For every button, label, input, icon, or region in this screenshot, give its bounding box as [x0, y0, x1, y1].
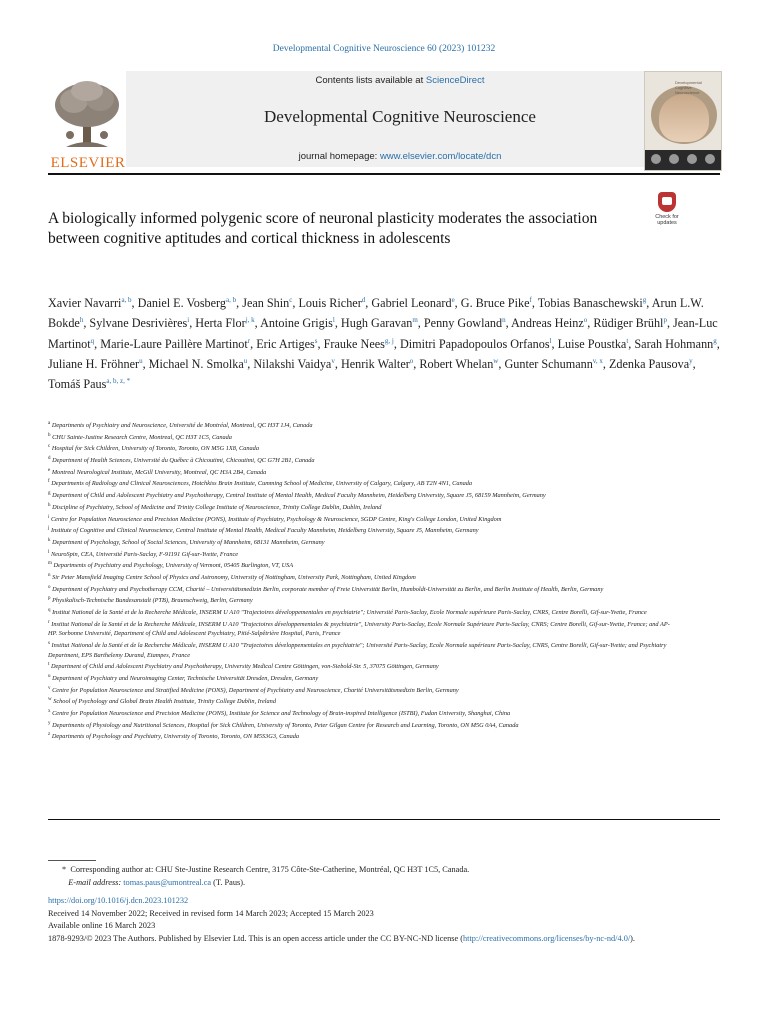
- author-affiliation-marker[interactable]: f: [529, 296, 532, 304]
- email-line: [48, 877, 720, 890]
- running-header[interactable]: Developmental Cognitive Neuroscience 60 (2023) 101232: [272, 44, 496, 54]
- journal-homepage: [126, 151, 674, 162]
- affiliation-item: [48, 594, 678, 606]
- affiliation-item: [48, 501, 678, 513]
- footnote-rule: [48, 860, 96, 861]
- affiliation-item: [48, 536, 678, 548]
- affiliation-key: r: [48, 619, 50, 625]
- author-affiliation-marker[interactable]: q: [90, 336, 95, 345]
- author-name[interactable]: Robert Whelan: [419, 356, 494, 371]
- author-name[interactable]: Xavier Navarri: [48, 296, 122, 311]
- license-line: [48, 933, 720, 946]
- affiliation-item: [48, 618, 678, 639]
- affiliation-text: Departments of Psychiatry and Psychology, University of Vermont, 05405 Burlington, VT, USA: [53, 562, 294, 570]
- affiliation-key: s: [48, 640, 50, 646]
- author-name[interactable]: Tobias Banaschewski: [537, 296, 643, 311]
- license-link[interactable]: http://creativecommons.org/licenses/by-nc-nd/4.0/: [463, 933, 631, 943]
- affiliation-item: [48, 606, 678, 618]
- affiliation-text: Centre for Population Neuroscience and Stratified Medicine (PONS), Department of Psychiatry and Neuroscience, Charité Universitätsmedizin Berlin, Germany: [52, 686, 459, 694]
- author-name[interactable]: Herta Flor: [195, 316, 246, 331]
- journal-header: [48, 71, 720, 169]
- affiliation-key: b: [48, 432, 51, 438]
- correspondence-text: Corresponding author at: CHU Ste-Justine Research Centre, 3175 Côte-Ste-Catherine, Montréal, QC H3T 1C5, Canada.: [70, 865, 470, 874]
- affiliation-key: y: [48, 720, 51, 726]
- affiliation-text: CHU Sainte-Justine Research Centre, Montreal, QC H3T 1C5, Canada: [52, 433, 232, 441]
- author-affiliation-marker[interactable]: r: [247, 336, 251, 345]
- email-label: E-mail address:: [68, 877, 122, 887]
- affiliation-key: m: [48, 561, 52, 567]
- author-affiliation-marker[interactable]: g, j: [384, 336, 394, 345]
- affiliation-item: [48, 719, 678, 731]
- author-name[interactable]: Antoine Grigis: [260, 316, 333, 331]
- email-link[interactable]: tomas.paus@umontreal.ca: [123, 877, 212, 887]
- affiliation-text: Centre for Population Neuroscience and Precision Medicine (PONS), Institute of Psychiatry, Psychology & Neuroscience, SGDP Centre, King's College London, United Kingdom: [50, 515, 502, 523]
- check-updates-label: Check for updates: [655, 214, 679, 226]
- affiliation-text: Institut National de la Santé et de la Recherche Médicale, INSERM U A10 "Trajectoires développementales en psychiatrie"; Université Paris-Saclay, Ecole Normale supérieure Paris-Saclay, CNRS, Centre Borelli, Gif-sur-Yvette; and Psychiatry Department, EPS Barthelemy Durand, Etampes, France: [48, 642, 667, 659]
- affiliation-text: Department of Psychology, School of Social Sciences, University of Mannheim, 68131 Mannheim, Germany: [52, 538, 325, 546]
- license-text: 1878-9293/© 2023 The Authors. Published by Elsevier Ltd. This is an open access article under the CC BY-NC-ND license (: [48, 933, 464, 943]
- cover-face-shape: [659, 94, 709, 142]
- affiliation-item: [48, 442, 678, 454]
- author-name[interactable]: Tomáš Paus: [48, 377, 107, 392]
- affiliation-item: [48, 660, 678, 672]
- affiliation-item: [48, 431, 678, 443]
- affiliation-key: w: [48, 697, 52, 703]
- affiliation-text: Department of Psychiatry and Neuroimaging Center, Technische Universität Dresden, Dresden, Germany: [52, 675, 319, 683]
- affiliation-key: c: [48, 444, 51, 450]
- affiliation-text: NeuroSpin, CEA, Université Paris-Saclay, F-91191 Gif-sur-Yvette, France: [50, 550, 239, 558]
- author-name[interactable]: Andreas Heinz: [511, 316, 584, 331]
- affiliation-text: Department of Child and Adolescent Psychiatry and Psychotherapy, University Medical Centre Göttingen, von-Siebold-Str. 5, 37075 Göttingen, Germany: [50, 663, 439, 671]
- author-affiliation-marker[interactable]: o: [583, 316, 588, 325]
- affiliation-text: Centre for Population Neuroscience and Precision Medicine (PONS), Institute for Science and Technology of Brain-inspired Intelligence (ISTBI), Fudan University, Shanghai, China: [52, 710, 511, 718]
- affiliation-text: Departments of Physiology and Nutritional Sciences, Hospital for Sick Children, University of Toronto, Peter Gilgan Centre for Research and Learning, Toronto, ON M5G 0A4, Canada: [52, 721, 519, 729]
- author-affiliation-marker[interactable]: y: [689, 356, 693, 365]
- author-name[interactable]: Jean Shin: [242, 296, 290, 311]
- affiliation-key: t: [48, 662, 50, 668]
- affiliation-key: p: [48, 596, 51, 602]
- affiliation-item: [48, 489, 678, 501]
- publisher-name: ELSEVIER: [50, 155, 126, 171]
- affiliation-key: e: [48, 467, 51, 473]
- cover-thumb: [669, 154, 679, 164]
- author-affiliation-marker[interactable]: s: [314, 336, 318, 345]
- elsevier-logo[interactable]: [48, 77, 126, 171]
- affiliation-item: [48, 513, 678, 525]
- author-affiliation-marker[interactable]: l: [549, 336, 552, 345]
- affiliation-text: Institut National de la Santé et de la Recherche Médicale, INSERM U A10 "Trajectoires développementales & psychiatrie", University Paris-Saclay, Ecole Normale Supérieure Paris-Saclay, CNRS; Centre Borelli, Gif-sur-Yvette, France; and AP-HP. Sorbonne Université, Department of Child and Adolescent Psychiatry, Pitié-Salpêtrière Hospital, Paris, France: [48, 620, 670, 638]
- author-name[interactable]: Dimitri Papadopoulos Orfanos: [399, 336, 550, 351]
- cover-thumb: [651, 154, 661, 164]
- affiliation-key: k: [48, 537, 51, 543]
- author-name[interactable]: G. Bruce Pike: [460, 296, 530, 311]
- author-affiliation-marker[interactable]: w: [493, 356, 499, 365]
- author-affiliation-marker[interactable]: i: [187, 316, 190, 325]
- author-name[interactable]: Gabriel Leonard: [371, 296, 452, 311]
- affiliation-text: Departments of Psychiatry and Neuroscience, Université de Montréal, Montreal, QC H3T 1J4, Canada: [51, 422, 313, 430]
- author-affiliation-marker[interactable]: a, b: [226, 296, 237, 304]
- license-end: ).: [630, 933, 635, 943]
- author-affiliation-marker[interactable]: t: [626, 336, 629, 345]
- affiliation-key: d: [48, 456, 51, 462]
- affiliation-item: [48, 477, 678, 489]
- affiliation-key: o: [48, 584, 51, 590]
- author-name[interactable]: Penny Gowland: [423, 316, 503, 331]
- affiliation-text: Departments of Radiology and Clinical Neurosciences, Hotchkiss Brain Institute, Cumming School of Medicine, University of Calgary, Calgary, AB T2N 4N1, Canada: [51, 480, 473, 488]
- affiliation-text: Sir Peter Mansfield Imaging Centre School of Physics and Astronomy, University of Nottingham, University Park, Nottingham, United Kingdom: [52, 574, 416, 582]
- affiliation-item: [48, 454, 678, 466]
- affiliation-item: [48, 583, 678, 595]
- author-name[interactable]: Frauke Nees: [323, 336, 385, 351]
- contents-line: [126, 75, 674, 86]
- cover-thumb: [687, 154, 697, 164]
- affiliation-text: Hospital for Sick Children, University of Toronto, Toronto, ON M5G 1X8, Canada: [51, 445, 259, 453]
- author-affiliation-marker[interactable]: a, b, z, *: [106, 377, 131, 386]
- affiliation-item: [48, 548, 678, 560]
- affiliation-key: a: [48, 421, 51, 426]
- affiliation-key: x: [48, 709, 51, 714]
- author-name[interactable]: Louis Richer: [298, 296, 362, 311]
- affiliation-text: Montreal Neurological Institute, McGill University, Montreal, QC H3A 2B4, Canada: [51, 468, 267, 476]
- author-name[interactable]: Henrik Walter: [340, 356, 410, 371]
- affiliation-item: [48, 419, 678, 431]
- affiliation-text: Department of Health Sciences, Université du Québec à Chicoutimi, Chicoutimi, QC G7H 2B1, Canada: [52, 457, 315, 465]
- author-affiliation-marker[interactable]: m: [412, 316, 418, 325]
- article-title: A biologically informed polygenic score of neuronal plasticity moderates the association between cognitive aptitudes and cortical thickness in adolescents: [48, 210, 598, 247]
- check-for-updates-button[interactable]: [650, 192, 684, 232]
- affiliation-item: [48, 639, 678, 660]
- author-name[interactable]: Daniel E. Vosberg: [137, 296, 226, 311]
- journal-cover-image[interactable]: [644, 71, 722, 171]
- affiliation-list: [48, 419, 678, 742]
- homepage-link[interactable]: www.elsevier.com/locate/dcn: [379, 151, 502, 162]
- author-affiliation-marker[interactable]: l: [332, 316, 335, 325]
- author-name[interactable]: Eric Artiges: [256, 336, 315, 351]
- journal-title: Developmental Cognitive Neuroscience: [264, 107, 536, 126]
- cover-thumb: [705, 154, 715, 164]
- header-rule: [48, 173, 720, 175]
- author-name[interactable]: Arun L.W. Bokde: [48, 296, 704, 331]
- doi-link[interactable]: https://doi.org/10.1016/j.dcn.2023.101232: [48, 896, 189, 905]
- affiliation-text: Discipline of Psychiatry, School of Medicine and Trinity College Institute of Neuroscience, Trinity College Dublin, Dublin, Ireland: [52, 503, 382, 511]
- article-meta: [48, 895, 720, 945]
- affiliation-text: Departments of Psychology and Psychiatry, University of Toronto, Toronto, ON M5S3G3, Canada: [51, 733, 300, 741]
- author-name[interactable]: Rüdiger Brühl: [593, 316, 664, 331]
- affiliation-item: [48, 571, 678, 583]
- affiliation-item: [48, 524, 678, 536]
- author-affiliation-marker[interactable]: u: [243, 356, 248, 365]
- cover-title: Developmental Cognitive Neuroscience: [675, 80, 702, 95]
- affiliation-text: Physikalisch-Technische Bundesanstalt (PTB), Braunschweig, Berlin, Germany: [52, 597, 253, 605]
- author-name[interactable]: Michael N. Smolka: [148, 356, 244, 371]
- affiliation-item: [48, 684, 678, 696]
- author-affiliation-marker[interactable]: h: [79, 316, 84, 325]
- affiliation-item: [48, 672, 678, 684]
- elsevier-tree-icon: [52, 79, 122, 151]
- affiliation-text: Institut National de la Santé et de la Recherche Médicale, INSERM U A10 "Trajectoires développementales en psychiatrie"; Université Paris-Saclay, Ecole Normale supérieure Paris-Saclay, CNRS, Centre Borelli, Gif-sur-Yvette, France: [52, 609, 647, 617]
- affiliation-item: [48, 707, 678, 719]
- correspondence-line: [48, 864, 720, 877]
- affiliation-item: [48, 559, 678, 571]
- affiliation-key: n: [48, 572, 51, 578]
- author-affiliation-marker[interactable]: v: [331, 356, 335, 365]
- author-name[interactable]: Luise Poustka: [557, 336, 627, 351]
- affiliation-key: g: [48, 491, 51, 497]
- author-affiliation-marker[interactable]: j, k: [245, 316, 255, 325]
- affiliation-item: [48, 466, 678, 478]
- author-affiliation-marker[interactable]: c: [289, 296, 293, 304]
- affiliation-text: School of Psychology and Global Brain Health Institute, Trinity College Dublin, Ireland: [53, 698, 276, 706]
- affiliation-item: [48, 730, 678, 742]
- author-affiliation-marker[interactable]: v, x: [592, 356, 603, 365]
- affiliation-text: Department of Child and Adolescent Psychiatry and Psychotherapy, Central Institute of Mental Health, Medical Faculty Mannheim, Heidelberg University, Square J5, 68159 Mannheim, Germany: [52, 492, 546, 500]
- author-affiliation-marker[interactable]: e: [451, 296, 455, 304]
- author-affiliation-marker[interactable]: g: [713, 336, 717, 345]
- affiliation-text: Department of Psychiatry and Psychotherapy CCM, Charité – Universitätsmedizin Berlin, corporate member of Freie Universität Berlin, Humboldt-Universität zu Berlin, and Berlin Institute of Health, Berlin, Germany: [52, 585, 604, 593]
- affiliation-item: [48, 695, 678, 707]
- email-suffix: (T. Paus).: [213, 877, 246, 887]
- received-dates: Received 14 November 2022; Received in revised form 14 March 2023; Accepted 15 March 2023: [48, 908, 374, 918]
- check-updates-icon: [658, 192, 676, 212]
- sciencedirect-link[interactable]: ScienceDirect: [425, 75, 485, 86]
- footnote-marker: *: [62, 865, 67, 874]
- author-affiliation-marker[interactable]: u: [139, 356, 143, 365]
- author-affiliation-marker[interactable]: a, b: [121, 296, 132, 304]
- available-date: Available online 16 March 2023: [48, 921, 156, 931]
- affiliation-key: q: [48, 608, 51, 613]
- author-name[interactable]: Zdenka Pausova: [608, 356, 690, 371]
- author-name[interactable]: Marie-Laure Paillère Martinot: [100, 336, 248, 351]
- author-name[interactable]: Juliane H. Fröhner: [48, 356, 140, 371]
- affiliation-key: v: [48, 685, 51, 691]
- affiliation-key: j: [48, 526, 50, 532]
- section-rule: [48, 819, 720, 820]
- homepage-label: journal homepage:: [298, 151, 380, 162]
- affiliation-key: z: [48, 732, 51, 738]
- author-name[interactable]: Nilakshi Vaidya: [253, 356, 332, 371]
- author-name[interactable]: Gunter Schumann: [504, 356, 593, 371]
- affiliation-key: l: [48, 549, 50, 555]
- author-list: Xavier Navarri$^{a, b}$, Daniel E. Vosberg$^{a, b}$, Jean Shin$^c$, Louis Richer$^d$, Gabriel Leonard$^e$, G. Bruce Pike$^f$, Tobias Banaschewski$^g$, Arun L.W. Bokde$^h$, Sylvane Desrivières$^i$, Herta Flor$^{j, k}$, Antoine Grigis$^l$, Hugh Garavan$^m$, Penny Gowland$^n$, Andreas Heinz$^o$, Rüdiger Brühl$^p$, Jean-Luc Martinot$^q$, Marie-Laure Paillère Martinot$^r$, Eric Artiges$^s$, Frauke Nees$^{g, j}$, Dimitri Papadopoulos Orfanos$^l$, Luise Poustka$^t$, Sarah Hohmann$^g$, Juliane H. Fröhner$^u$, Michael N. Smolka$^u$, Nilakshi Vaidya$^v$, Henrik Walter$^o$, Robert Whelan$^w$, Gunter Schumann$^{v, x}$, Zdenka Pausova$^y$, Tomáš Paus$^{a, b, z, *}$: [48, 296, 720, 392]
- contents-prefix: Contents lists available at: [315, 75, 426, 86]
- author-affiliation-marker[interactable]: g: [642, 296, 647, 304]
- author-affiliation-marker[interactable]: p: [663, 316, 667, 325]
- author-name[interactable]: Hugh Garavan: [340, 316, 413, 331]
- author-affiliation-marker[interactable]: o: [409, 356, 414, 365]
- author-name[interactable]: Sylvane Desrivières: [89, 316, 188, 331]
- affiliation-key: h: [48, 502, 51, 508]
- correspondence-footnote: [48, 864, 720, 889]
- affiliation-text: Institute of Cognitive and Clinical Neuroscience, Central Institute of Mental Health, Medical Faculty Mannheim, Heidelberg University, Square J5, Mannheim, Germany: [50, 527, 479, 535]
- author-name[interactable]: Sarah Hohmann: [634, 336, 714, 351]
- affiliation-key: f: [48, 479, 50, 485]
- affiliation-key: u: [48, 673, 51, 679]
- author-affiliation-marker[interactable]: n: [502, 316, 506, 325]
- affiliation-key: i: [48, 514, 50, 520]
- author-affiliation-marker[interactable]: d: [361, 296, 366, 304]
- author-name[interactable]: Jean-Luc Martinot: [48, 316, 718, 351]
